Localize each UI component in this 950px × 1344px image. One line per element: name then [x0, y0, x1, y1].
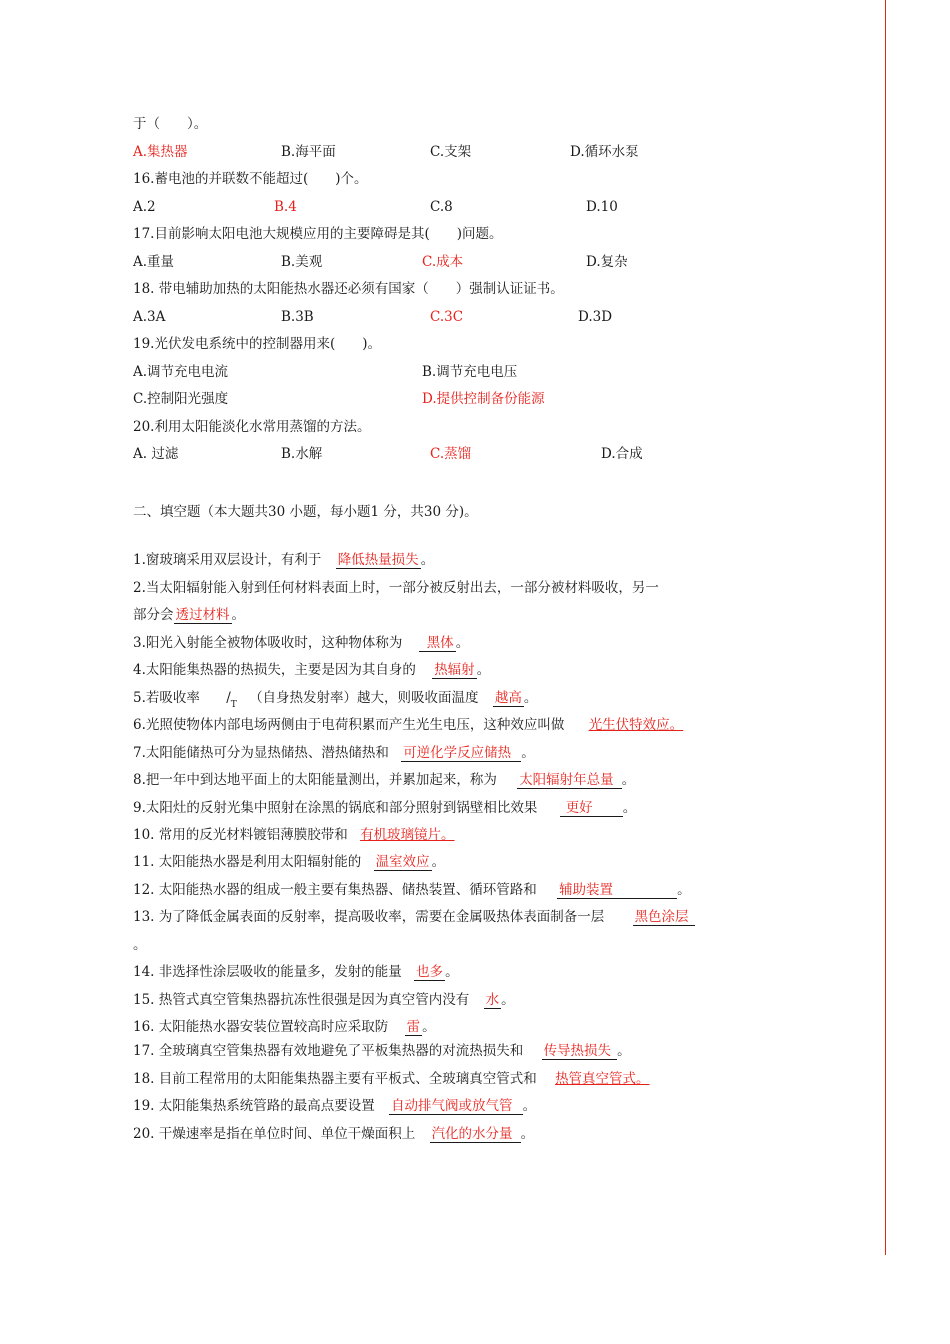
item-text: 2.当太阳辐射能入射到任何材料表面上时，一部分被反射出去，一部分被材料吸收，另一	[133, 580, 659, 596]
item-end: 。	[431, 854, 446, 870]
item-end: 。	[520, 1126, 535, 1142]
option-d: D.复杂	[586, 254, 628, 270]
option-b: B.水解	[281, 446, 323, 462]
item-end: 。	[523, 690, 538, 706]
item-end: 。	[455, 635, 470, 651]
item-text: 部分会	[133, 607, 174, 623]
item-text: 13. 为了降低金属表面的反射率，提高吸收率，需要在金属吸热体表面制备一层	[133, 909, 605, 925]
question-16: 16.蓄电池的并联数不能超过( )个。	[133, 171, 368, 187]
item-end: 。	[622, 800, 637, 816]
fill-item-3	[133, 634, 469, 652]
item-end: 。	[422, 1019, 436, 1035]
item-end: 。	[445, 964, 459, 980]
item-answer: 可逆化学反应储热	[401, 745, 521, 762]
item-text: 1.窗玻璃采用双层设计，有利于	[133, 552, 322, 568]
item-text: 16. 太阳能热水器安装位置较高时应采取防	[133, 1019, 389, 1035]
option-a-correct: A.集热器	[133, 144, 188, 160]
item-answer: 水	[485, 992, 500, 1008]
item-answer: 有机玻璃镜片。	[360, 827, 455, 843]
fill-item-11	[133, 853, 445, 871]
option-c: C.8	[430, 199, 453, 215]
item-answer: 热辐射	[434, 662, 475, 678]
fill-item-4	[133, 661, 490, 679]
slash-symbol: /	[226, 690, 231, 706]
item-answer: 更好	[560, 800, 623, 817]
item-answer: 温室效应	[375, 854, 430, 870]
item-text: 19. 太阳能集热系统管路的最高点要设置	[133, 1098, 375, 1114]
item-end: 。	[476, 662, 491, 678]
item-text: 10. 常用的反光材料镀铝薄膜胶带和	[133, 827, 348, 843]
item-text: 20. 干燥速率是指在单位时间、单位干燥面积上	[133, 1126, 416, 1142]
fill-item-16	[133, 1018, 436, 1036]
option-c: C.支架	[430, 144, 472, 160]
question-20: 20.利用太阳能淡化水常用蒸馏的方法。	[133, 419, 371, 435]
item-text: 18. 目前工程常用的太阳能集热器主要有平板式、全玻璃真空管式和	[133, 1071, 537, 1087]
fill-item-2b	[133, 606, 245, 624]
item-text: 6.光照使物体内部电场两侧由于电荷积累而产生光生电压，这种效应叫做	[133, 717, 565, 733]
fill-item-15	[133, 991, 515, 1009]
item-text: 7.太阳能储热可分为显热储热、潜热储热和	[133, 745, 389, 761]
item-answer: 透过材料	[175, 607, 230, 623]
fill-item-14	[133, 963, 459, 981]
item-answer: 热管真空管式。	[555, 1071, 650, 1087]
fill-item-1	[133, 551, 434, 569]
fill-item-6	[133, 716, 683, 734]
option-a: A.2	[133, 199, 156, 215]
option-a: A.3A	[133, 309, 166, 325]
item-end: 。	[501, 992, 515, 1008]
option-a: A.调节充电电流	[133, 364, 229, 380]
item-answer: 也多	[416, 964, 444, 980]
option-b: B.美观	[281, 254, 323, 270]
fill-item-19	[133, 1097, 536, 1115]
option-d: D.10	[586, 199, 618, 215]
item-text: 5.若吸收率	[133, 690, 200, 706]
option-b: B.3B	[281, 309, 314, 325]
item-text: 8.把一年中到达地平面上的太阳能量测出，并累加起来，称为	[133, 772, 497, 788]
option-d: D.合成	[601, 446, 643, 462]
section-title-fill-blank: 二、填空题（本大题共30 小题，每小题1 分，共30 分)。	[133, 504, 478, 520]
item-answer: 黑体	[419, 635, 456, 652]
item-answer: 太阳辐射年总量	[517, 772, 622, 789]
fill-item-20	[133, 1125, 534, 1143]
item-end: 。	[677, 882, 691, 898]
option-b: B.调节充电电压	[422, 364, 518, 380]
fill-item-10	[133, 826, 455, 844]
item-end: 。	[521, 745, 535, 761]
option-a: A.重量	[133, 254, 175, 270]
fill-item-2a	[133, 579, 659, 597]
item-text: 14. 非选择性涂层吸收的能量多，发射的能量	[133, 964, 402, 980]
item-answer: 雷	[406, 1019, 421, 1035]
item-text-2: （自身热发射率）越大，则吸收面温度	[249, 690, 479, 706]
item-end: 。	[231, 607, 245, 623]
fill-item-18	[133, 1070, 650, 1088]
item-text: 。	[133, 937, 147, 953]
item-answer: 越高	[494, 690, 522, 706]
fill-item-17	[133, 1042, 631, 1060]
question-18: 18. 带电辅助加热的太阳能热水器还必须有国家（ ）强制认证证书。	[133, 281, 564, 297]
fill-item-9	[133, 799, 636, 817]
option-d-correct: D.提供控制备份能源	[422, 391, 545, 407]
page-margin-line	[885, 0, 886, 1255]
item-end: 。	[621, 772, 636, 788]
subscript-t: T	[230, 700, 237, 710]
item-end: 。	[420, 552, 435, 568]
item-text: 11. 太阳能热水器是利用太阳辐射能的	[133, 854, 362, 870]
option-b-correct: B.4	[274, 199, 297, 215]
item-end: 。	[522, 1098, 537, 1114]
fill-item-13	[133, 908, 695, 926]
item-answer: 降低热量损失	[337, 552, 419, 568]
question-19: 19.光伏发电系统中的控制器用来( )。	[133, 336, 382, 352]
item-answer: 传导热损失	[542, 1043, 618, 1060]
item-text: 9.太阳灶的反射光集中照射在涂黑的锅底和部分照射到锅壁相比效果	[133, 800, 538, 816]
item-text: 4.太阳能集热器的热损失，主要是因为其自身的	[133, 662, 416, 678]
option-d: D.循环水泵	[570, 144, 639, 160]
item-text: 3.阳光入射能全被物体吸收时，这种物体称为	[133, 635, 403, 651]
item-answer: 光生伏特效应。	[588, 717, 684, 733]
question-17: 17.目前影响太阳电池大规模应用的主要障碍是其( )问题。	[133, 226, 503, 242]
item-text: 12. 太阳能热水器的组成一般主要有集热器、储热装置、循环管路和	[133, 882, 537, 898]
item-end: 。	[617, 1043, 631, 1059]
fill-item-13-end	[133, 936, 147, 954]
fill-item-7	[133, 744, 535, 762]
option-c-correct: C.3C	[430, 309, 464, 325]
fill-item-8	[133, 771, 635, 789]
fill-item-5	[133, 689, 538, 710]
item-answer: 黑色涂层	[633, 909, 695, 926]
option-d: D.3D	[578, 309, 613, 325]
option-c: C.控制阳光强度	[133, 391, 229, 407]
fill-item-12	[133, 881, 691, 899]
item-answer: 自动排气阀或放气管	[389, 1098, 523, 1115]
option-b: B.海平面	[281, 144, 336, 160]
option-c-correct: C.蒸馏	[430, 446, 472, 462]
item-answer: 辅助装置	[557, 882, 677, 899]
item-text: 17. 全玻璃真空管集热器有效地避免了平板集热器的对流热损失和	[133, 1043, 524, 1059]
option-a: A. 过滤	[133, 446, 179, 462]
item-text: 15. 热管式真空管集热器抗冻性很强是因为真空管内没有	[133, 992, 470, 1008]
item-answer: 汽化的水分量	[430, 1126, 521, 1143]
q15-tail: 于（ ）。	[133, 116, 208, 132]
option-c-correct: C.成本	[422, 254, 464, 270]
